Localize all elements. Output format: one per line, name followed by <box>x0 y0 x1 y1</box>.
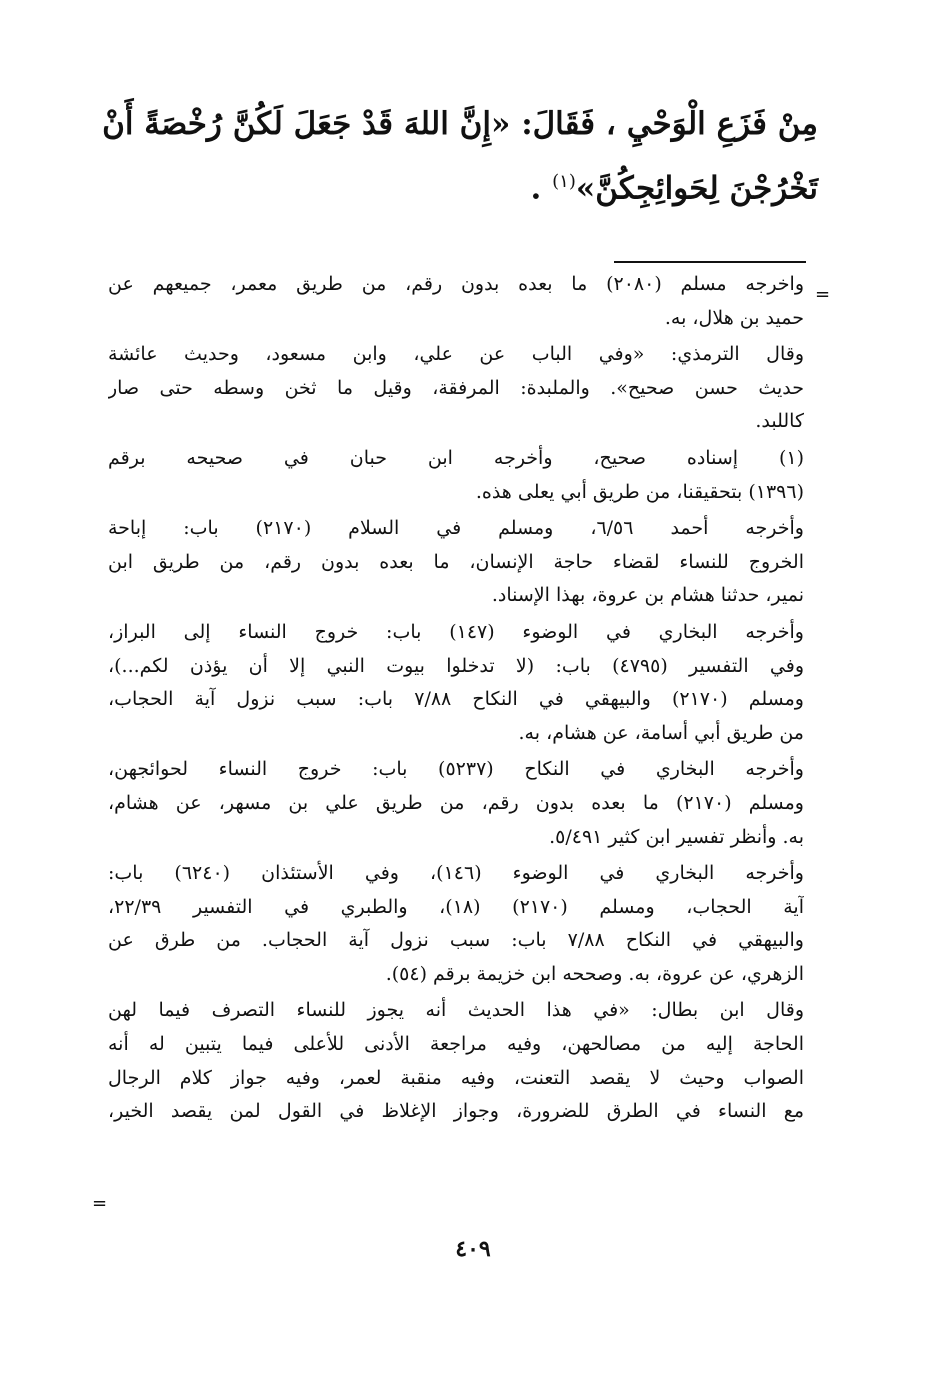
footnote-line: ومسلم (٢١٧٠) والبيهقي في النكاح ٧/٨٨ باب: سبب نزول آية الحجاب، <box>108 688 804 711</box>
footnote-line: وفي التفسير (٤٧٩٥) باب: (لا تدخلوا بيوت النبي إلا أن يؤذن لكم...)، <box>108 654 804 677</box>
footnote-line: (١) إسناده صحيح، وأخرجه ابن حبان في صحيحه برقم <box>108 446 804 469</box>
footnote-line: واخرجه مسلم (٢٠٨٠) ما بعده بدون رقم، من طريق معمر، جميعهم عن <box>108 273 804 295</box>
main-text-line-2 <box>128 153 818 217</box>
footnote-line: مع النساء في الطرق للضرورة، وجواز الإغلاظ في القول لمن يقصد الخير، <box>108 1100 804 1123</box>
main-text-line-2-end: . <box>530 170 553 207</box>
footnote-line: ومسلم (٢١٧٠) ما بعده بدون رقم، من طريق علي بن مسهر، عن هشام، <box>108 791 804 814</box>
footnote-line: والبيهقي في النكاح ٧/٨٨ باب: سبب نزول آية الحجاب. من طرق عن <box>108 929 804 952</box>
footnotes-block <box>108 268 804 1132</box>
footnote-paragraph <box>108 753 804 854</box>
footnote-line: وأخرجه البخاري في الوضوء (١٤٦)، وفي الأستئذان (٦٢٤٠) باب: <box>108 862 804 885</box>
footnote-line: وقال الترمذي: «وفي الباب عن علي، وابن مسعود، وحديث عائشة <box>108 343 804 366</box>
footnote-line: (١٣٩٦) بتحقيقنا، من طريق أبي يعلى هذه. <box>475 480 804 503</box>
footnote-line: الخروج للنساء لقضاء حاجة الإنسان، ما بعده بدون رقم، من طريق ابن <box>108 550 804 573</box>
footnote-line: وأخرجه أحمد ٦/٥٦، ومسلم في السلام (٢١٧٠) باب: إباحة <box>108 517 804 540</box>
continuation-mark-end: = <box>92 1193 108 1214</box>
footnote-paragraph <box>108 857 804 991</box>
footnote-line: وأخرجه البخاري في الوضوء (١٤٧) باب: خروج النساء إلى البراز، <box>108 620 804 643</box>
footnote-line: به. وأنظر تفسير ابن كثير ٥/٤٩١. <box>549 825 804 848</box>
main-text-line-1: مِنْ فَزَعِ الْوَحْيِ ، فَقَالَ: «إِنَّ اللهَ قَدْ جَعَلَ لَكُنَّ رُخْصَةً أَنْ <box>102 106 818 142</box>
footnote-reference-mark: (١) <box>552 171 576 192</box>
footnote-paragraph <box>108 442 804 509</box>
footnote-paragraph <box>108 512 804 613</box>
footnote-line: الزهري، عن عروة، به. وصححه ابن خزيمة برقم (٥٤). <box>385 962 804 985</box>
main-text-block <box>102 96 818 217</box>
footnote-paragraph <box>108 616 804 750</box>
footnote-separator-rule <box>614 261 806 263</box>
page-number: ٤٠٩ <box>455 1236 491 1262</box>
footnote-line: نمير، حدثنا هشام بن عروة، بهذا الإسناد. <box>491 584 804 607</box>
footnote-paragraph <box>108 338 804 439</box>
footnote-paragraph <box>108 994 804 1128</box>
footnote-line: الصواب وحيث لا يقصد التعنت، وفيه منقبة لعمر، وفيه جواز كلام الرجال <box>108 1066 804 1089</box>
footnote-line: حميد بن هلال، به. <box>664 306 804 329</box>
main-text-line-2-text: تَخْرُجْنَ لِحَوائِجِكُنَّ» <box>575 170 818 207</box>
continuation-mark-start: = <box>815 284 831 305</box>
footnote-line: كاللبد. <box>755 410 804 433</box>
footnote-paragraph <box>108 268 804 335</box>
footnote-line: آية الحجاب، ومسلم (٢١٧٠) (١٨)، والطبري في التفسير ٢٢/٣٩، <box>108 895 804 918</box>
footnote-line: حديث حسن صحيح». والملبدة: المرفقة، وقيل ما ثخن وسطه حتى صار <box>108 376 804 399</box>
footnote-line: الحاجة إليه من مصالحهن، وفيه مراجعة الأدنى للأعلى فيما يتبين له أنه <box>108 1033 804 1056</box>
footnote-line: وأخرجه البخاري في النكاح (٥٢٣٧) باب: خروج النساء لحوائجهن، <box>108 758 804 781</box>
footnote-line: وقال ابن بطال: «في هذا الحديث أنه يجوز للنساء التصرف فيما لهن <box>108 999 804 1022</box>
footnote-line: من طريق أبي أسامة، عن هشام، به. <box>518 721 804 744</box>
